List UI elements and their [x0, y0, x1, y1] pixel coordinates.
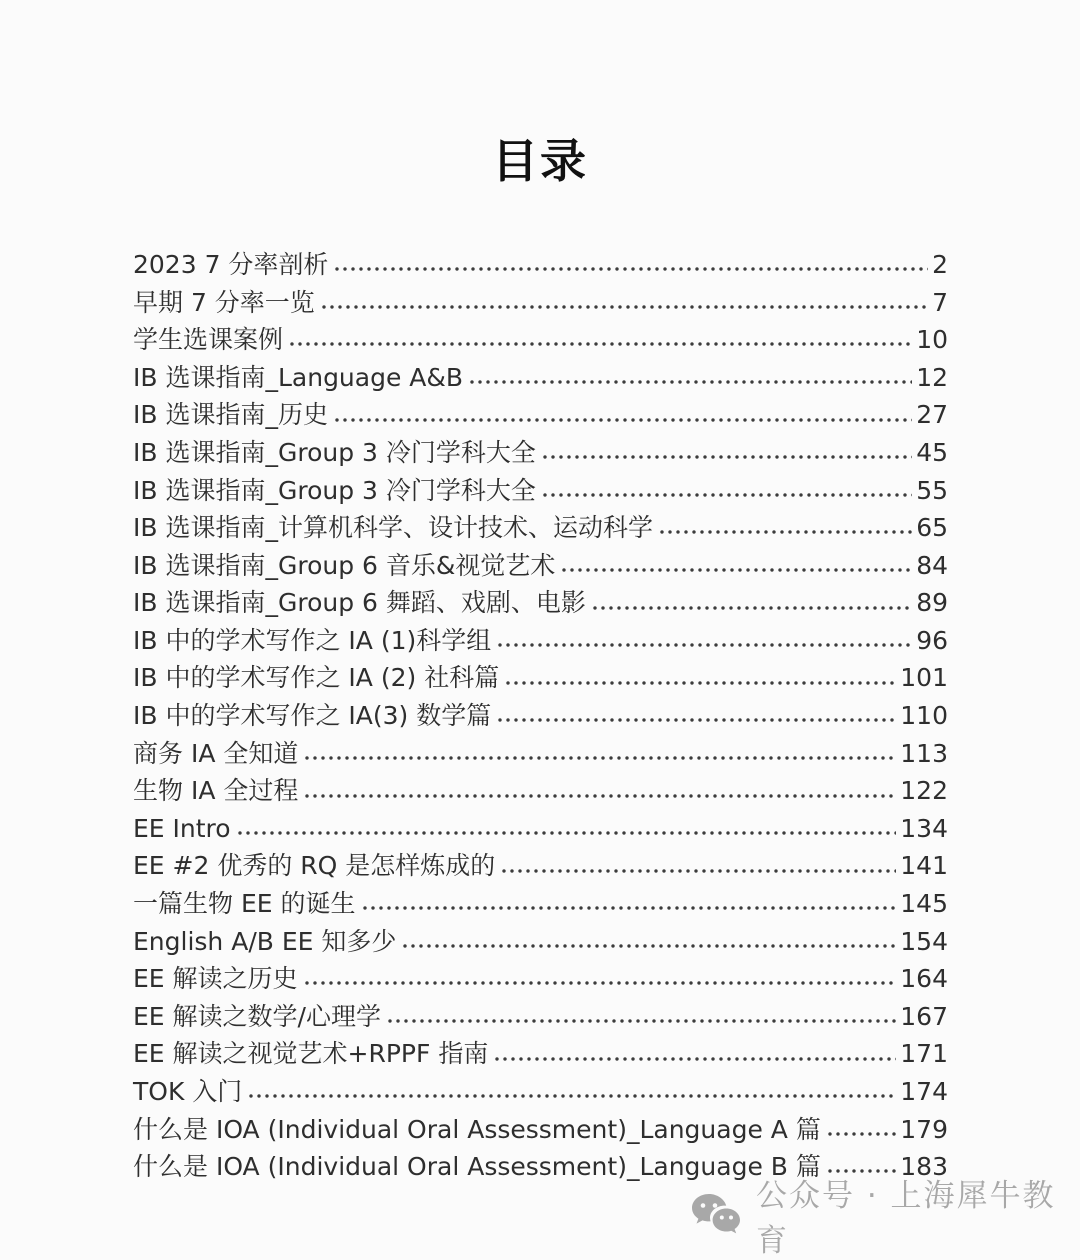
toc-entry[interactable] — [133, 882, 948, 920]
toc-dotted-leader — [363, 905, 897, 911]
toc-dotted-leader — [290, 341, 912, 347]
toc-dotted-leader — [828, 1131, 896, 1137]
toc-entry-label: IB 选课指南_Group 6 音乐&视觉艺术 — [133, 550, 556, 580]
toc-dotted-leader — [305, 793, 896, 799]
toc-entry[interactable] — [133, 619, 948, 657]
toc-dotted-leader — [322, 304, 928, 310]
toc-dotted-leader — [593, 605, 912, 611]
toc-dotted-leader — [388, 1018, 896, 1024]
watermark — [690, 1170, 1080, 1260]
toc-entry-page: 122 — [900, 776, 948, 806]
toc-entry-label: 2023 7 分率剖析 — [133, 249, 329, 279]
toc-entry[interactable] — [133, 355, 948, 393]
toc-entry-label: 商务 IA 全知道 — [133, 738, 299, 768]
toc-entry[interactable] — [133, 243, 948, 281]
toc-entry-page: 12 — [916, 362, 948, 392]
toc-entry-page: 101 — [900, 663, 948, 693]
toc-entry[interactable] — [133, 581, 948, 619]
toc-entry[interactable] — [133, 468, 948, 506]
toc-entry-label: IB 中的学术写作之 IA (1)科学组 — [133, 625, 492, 655]
watermark-text: 公众号 · 上海犀牛教育 — [756, 1178, 1056, 1259]
toc-entry[interactable] — [133, 280, 948, 318]
toc-entry-page: 145 — [900, 889, 948, 919]
toc-entry-label: EE #2 优秀的 RQ 是怎样炼成的 — [133, 851, 496, 881]
toc-entry[interactable] — [133, 656, 948, 694]
toc-entry[interactable] — [133, 844, 948, 882]
toc-entry[interactable] — [133, 1032, 948, 1070]
toc-dotted-leader — [498, 717, 896, 723]
toc-entry-page: 84 — [916, 550, 948, 580]
toc-entry-label: IB 中的学术写作之 IA(3) 数学篇 — [133, 701, 492, 731]
toc-entry-page: 113 — [900, 738, 948, 768]
toc-dotted-leader — [305, 980, 897, 986]
toc-entry-label: IB 选课指南_历史 — [133, 400, 328, 430]
toc-dotted-leader — [495, 1056, 896, 1062]
toc-dotted-leader — [249, 1093, 896, 1099]
toc-entry-page: 2 — [932, 249, 948, 279]
toc-dotted-leader — [305, 755, 896, 761]
toc-entry[interactable] — [133, 543, 948, 581]
toc-entry-page: 45 — [916, 437, 948, 467]
toc-entry-page: 96 — [916, 625, 948, 655]
toc-entry-label: IB 选课指南_Language A&B — [133, 362, 464, 392]
toc-entry-page: 174 — [900, 1077, 948, 1106]
toc-entry-label: EE 解读之数学/心理学 — [133, 1001, 381, 1031]
toc-entry-page: 164 — [900, 964, 948, 994]
toc-entry-page: 27 — [916, 400, 948, 430]
toc-entry-label: 什么是 IOA (Individual Oral Assessment)_Language B 篇 — [133, 1152, 821, 1182]
wechat-icon — [690, 1191, 742, 1239]
toc-dotted-leader — [660, 529, 912, 535]
toc-list — [133, 243, 948, 1183]
toc-entry-label: IB 选课指南_计算机科学、设计技术、运动科学 — [133, 513, 653, 543]
toc-entry-label: IB 中的学术写作之 IA (2) 社科篇 — [133, 663, 500, 693]
toc-entry[interactable] — [133, 318, 948, 356]
toc-entry[interactable] — [133, 994, 948, 1032]
toc-dotted-leader — [335, 417, 912, 423]
toc-entry[interactable] — [133, 769, 948, 807]
toc-dotted-leader — [543, 454, 912, 460]
toc-entry[interactable] — [133, 1107, 948, 1145]
toc-dotted-leader — [506, 680, 896, 686]
toc-entry[interactable] — [133, 807, 948, 845]
toc-entry[interactable] — [133, 1070, 948, 1108]
toc-entry-label: EE 解读之历史 — [133, 964, 298, 994]
toc-entry-page: 7 — [932, 287, 948, 317]
toc-entry[interactable] — [133, 393, 948, 431]
toc-dotted-leader — [543, 492, 912, 498]
toc-entry-label: TOK 入门 — [133, 1077, 243, 1106]
toc-entry-label: 一篇生物 EE 的诞生 — [133, 889, 356, 919]
toc-entry[interactable] — [133, 431, 948, 469]
toc-entry-label: IB 选课指南_Group 6 舞蹈、戏剧、电影 — [133, 588, 586, 618]
toc-entry-label: 什么是 IOA (Individual Oral Assessment)_Language A 篇 — [133, 1114, 821, 1144]
toc-entry[interactable] — [133, 731, 948, 769]
toc-entry[interactable] — [133, 957, 948, 995]
toc-entry-label: 早期 7 分率一览 — [133, 287, 315, 317]
toc-dotted-leader — [562, 567, 912, 573]
toc-entry-label: 学生选课案例 — [133, 325, 284, 355]
page-title: 目录 — [492, 134, 588, 188]
toc-entry-page: 10 — [916, 325, 948, 355]
toc-dotted-leader — [335, 266, 928, 272]
toc-entry-page: 134 — [900, 813, 948, 843]
toc-dotted-leader — [470, 379, 912, 385]
toc-entry-page: 183 — [900, 1152, 948, 1182]
toc-entry-page: 89 — [916, 588, 948, 618]
toc-entry-label: English A/B EE 知多少 — [133, 926, 397, 956]
toc-entry-label: IB 选课指南_Group 3 冷门学科大全 — [133, 475, 536, 505]
toc-entry-label: IB 选课指南_Group 3 冷门学科大全 — [133, 437, 536, 467]
toc-entry[interactable] — [133, 506, 948, 544]
toc-entry-label: EE Intro — [133, 813, 231, 843]
toc-entry-page: 55 — [916, 475, 948, 505]
toc-entry-label: EE 解读之视觉艺术+RPPF 指南 — [133, 1039, 489, 1069]
toc-entry-page: 167 — [900, 1001, 948, 1031]
toc-entry-page: 141 — [900, 851, 948, 881]
toc-entry-page: 110 — [900, 701, 948, 731]
toc-dotted-leader — [403, 943, 896, 949]
toc-entry-page: 154 — [900, 926, 948, 956]
toc-entry[interactable] — [133, 694, 948, 732]
toc-entry[interactable] — [133, 919, 948, 957]
toc-dotted-leader — [498, 642, 912, 648]
toc-dotted-leader — [238, 830, 897, 836]
toc-entry-label: 生物 IA 全过程 — [133, 776, 299, 806]
toc-dotted-leader — [502, 868, 896, 874]
toc-entry-page: 65 — [916, 513, 948, 543]
toc-entry-page: 179 — [900, 1114, 948, 1144]
toc-entry-page: 171 — [900, 1039, 948, 1069]
